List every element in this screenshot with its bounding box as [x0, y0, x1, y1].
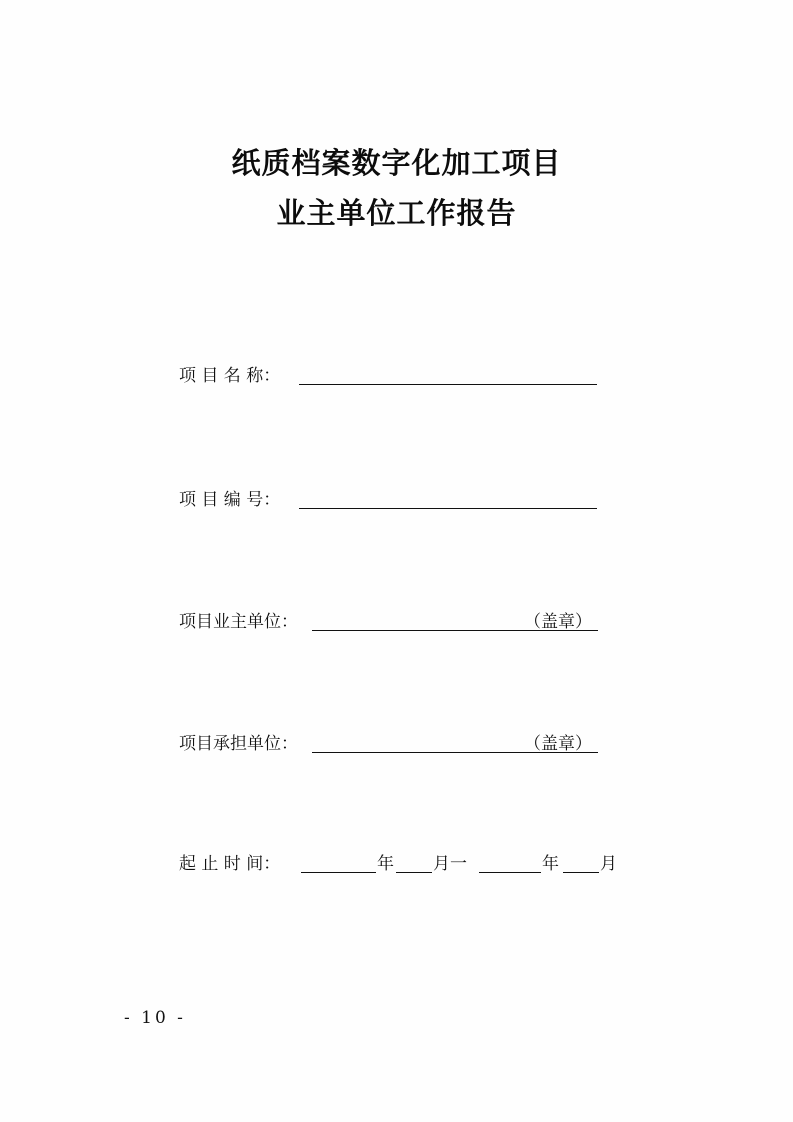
project-number-field	[179, 484, 599, 516]
owner-unit-field	[179, 606, 599, 638]
project-name-blank[interactable]	[299, 384, 597, 385]
period-field	[179, 848, 619, 880]
period-end-month-unit: 月	[600, 854, 617, 874]
period-label: 起 止 时 间：	[179, 854, 281, 874]
undertaking-unit-field	[179, 728, 599, 760]
undertaking-unit-label: 项目承担单位：	[179, 734, 298, 754]
owner-unit-label: 项目业主单位：	[179, 612, 298, 632]
undertaking-unit-seal: （盖章）	[524, 734, 592, 754]
project-number-label: 项 目 编 号：	[179, 490, 281, 510]
period-end-year-blank[interactable]	[479, 872, 541, 873]
page-number: - 10 -	[124, 1008, 186, 1028]
project-number-blank[interactable]	[299, 508, 597, 509]
owner-unit-seal: （盖章）	[524, 612, 592, 632]
project-name-label: 项 目 名 称：	[179, 366, 281, 386]
title-line-2: 业主单位工作报告	[276, 196, 517, 230]
period-start-month-blank[interactable]	[396, 872, 432, 873]
project-name-field	[179, 360, 599, 392]
period-start-year-blank[interactable]	[301, 872, 376, 873]
period-start-year-unit: 年	[377, 854, 394, 874]
title-line-1: 纸质档案数字化加工项目	[231, 146, 562, 180]
period-start-month-unit: 月一	[433, 854, 467, 874]
period-end-year-unit: 年	[542, 854, 559, 874]
period-end-month-blank[interactable]	[563, 872, 599, 873]
